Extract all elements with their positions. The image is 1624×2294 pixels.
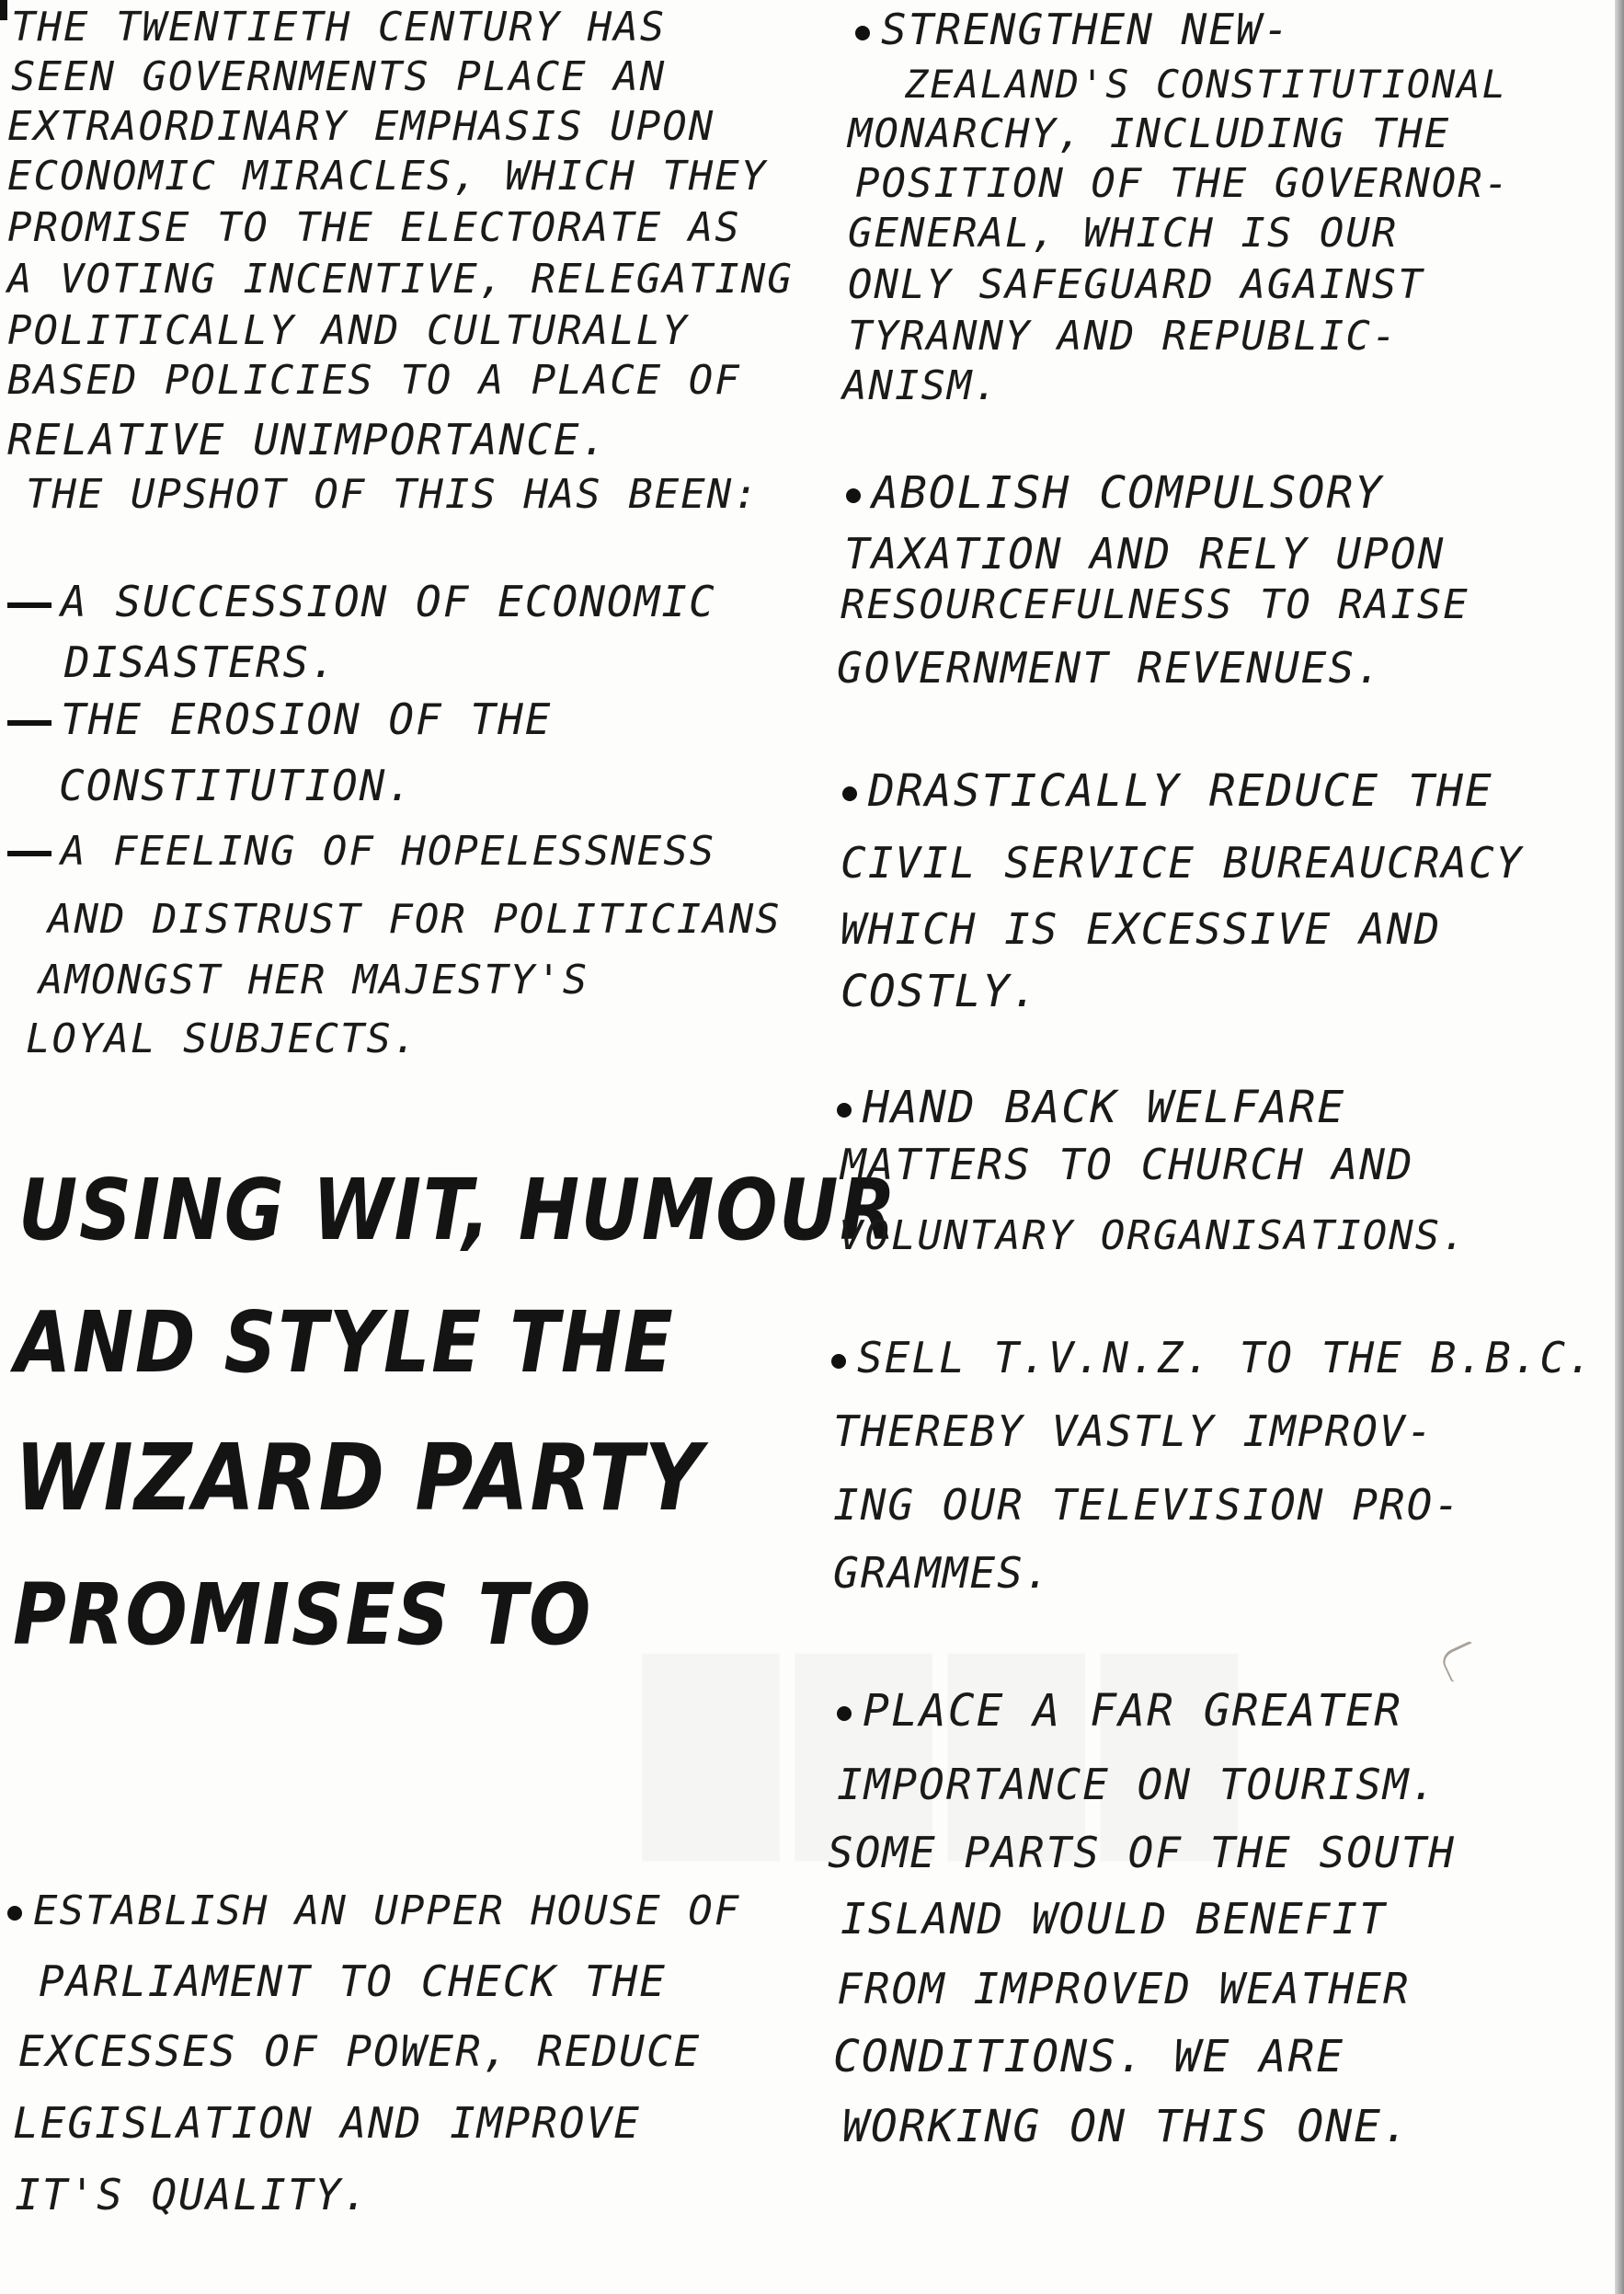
- intro-line: THE TWENTIETH CENTURY HAS: [11, 4, 667, 51]
- intro-line: POLITICALLY AND CULTURALLY: [7, 307, 689, 354]
- promise-text: TAXATION AND RELY UPON: [844, 529, 1446, 579]
- promise-text: ZEALAND'S CONSTITUTIONAL: [905, 62, 1507, 107]
- promise-text: MONARCHY, INCLUDING THE: [848, 110, 1451, 157]
- bullet-icon: [837, 1103, 852, 1118]
- promise-item: [837, 1687, 1402, 1735]
- headline-line: PROMISES TO: [13, 1566, 593, 1664]
- bullet-icon: [855, 26, 870, 40]
- bullet-icon: [846, 488, 861, 503]
- promise-text: ING OUR TELEVISION PRO-: [833, 1480, 1461, 1530]
- headline-line: USING WIT, HUMOUR: [18, 1161, 898, 1259]
- upshot-text: A SUCCESSION OF ECONOMIC: [61, 577, 716, 626]
- promise-text: PLACE A FAR GREATER: [863, 1685, 1403, 1737]
- dash-icon: [7, 851, 51, 856]
- bullet-icon: [831, 1354, 846, 1369]
- promise-text: GENERAL, WHICH IS OUR: [848, 210, 1399, 257]
- promise-text: CONDITIONS. WE ARE: [833, 2031, 1345, 2082]
- intro-line: EXTRAORDINARY EMPHASIS UPON: [7, 103, 715, 150]
- upshot-text: DISASTERS.: [64, 637, 337, 687]
- promise-text: MATTERS TO CHURCH AND: [841, 1140, 1414, 1189]
- promise-item: [7, 1887, 740, 1935]
- promise-text: POSITION OF THE GOVERNOR-: [855, 160, 1511, 207]
- upshot-text: LOYAL SUBJECTS.: [26, 1015, 419, 1062]
- bullet-icon: [842, 786, 857, 801]
- dash-icon: [7, 602, 51, 608]
- promise-text: GRAMMES.: [833, 1548, 1052, 1598]
- promise-text: SELL T.V.N.Z. TO THE B.B.C.: [857, 1333, 1595, 1382]
- upshot-item: [7, 828, 715, 876]
- scan-mark: [0, 0, 7, 20]
- promise-item: [837, 1084, 1345, 1131]
- intro-line: THE UPSHOT OF THIS HAS BEEN:: [26, 471, 760, 518]
- promise-text: THEREBY VASTLY IMPROV-: [833, 1406, 1435, 1456]
- promise-text: STRENGTHEN NEW-: [881, 5, 1291, 54]
- upshot-text: CONSTITUTION.: [59, 761, 415, 810]
- intro-line: PROMISE TO THE ELECTORATE AS: [7, 204, 741, 251]
- intro-line: SEEN GOVERNMENTS PLACE AN: [11, 53, 667, 100]
- bullet-icon: [7, 1906, 22, 1921]
- promise-text: ONLY SAFEGUARD AGAINST: [848, 261, 1424, 308]
- promise-item: [855, 6, 1290, 53]
- intro-line: ECONOMIC MIRACLES, WHICH THEY: [7, 153, 768, 200]
- promise-text: RESOURCEFULNESS TO RAISE: [841, 581, 1470, 628]
- promise-text: PARLIAMENT TO CHECK THE: [39, 1956, 667, 2006]
- promise-item: [846, 469, 1383, 517]
- promise-text: DRASTICALLY REDUCE THE: [868, 765, 1493, 817]
- promise-text: ESTABLISH AN UPPER HOUSE OF: [33, 1887, 741, 1934]
- dash-icon: [7, 720, 51, 726]
- promise-text: COSTLY.: [841, 966, 1040, 1017]
- promise-text: ABOLISH COMPULSORY: [872, 467, 1384, 519]
- promise-text: IT'S QUALITY.: [15, 2170, 371, 2219]
- page-edge-shadow: [1615, 0, 1624, 2294]
- promise-text: TYRANNY AND REPUBLIC-: [848, 313, 1399, 360]
- upshot-text: A FEELING OF HOPELESSNESS: [61, 828, 716, 875]
- upshot-text: THE EROSION OF THE: [61, 694, 553, 744]
- promise-text: LEGISLATION AND IMPROVE: [13, 2098, 641, 2148]
- ink-smudge: [1439, 1641, 1483, 1683]
- intro-line: BASED POLICIES TO A PLACE OF: [7, 357, 741, 404]
- upshot-text: AND DISTRUST FOR POLITICIANS: [48, 896, 782, 943]
- promise-text: IMPORTANCE ON TOURISM.: [837, 1760, 1438, 1809]
- promise-text: ANISM.: [842, 362, 1000, 409]
- headline-line: WIZARD PARTY: [15, 1424, 703, 1531]
- promise-text: ISLAND WOULD BENEFIT: [841, 1894, 1387, 1944]
- upshot-text: AMONGST HER MAJESTY'S: [39, 957, 589, 1004]
- promise-text: VOLUNTARY ORGANISATIONS.: [839, 1212, 1468, 1259]
- headline-line: AND STYLE THE: [15, 1293, 675, 1392]
- promise-text: FROM IMPROVED WEATHER: [837, 1964, 1411, 2013]
- promise-text: CIVIL SERVICE BUREAUCRACY: [841, 838, 1524, 888]
- promise-item: [831, 1334, 1595, 1382]
- promise-item: [842, 767, 1493, 815]
- promise-text: SOME PARTS OF THE SOUTH: [828, 1828, 1456, 1877]
- intro-line: A VOTING INCENTIVE, RELEGATING: [7, 256, 794, 303]
- promise-text: WORKING ON THIS ONE.: [842, 2101, 1411, 2152]
- promise-text: WHICH IS EXCESSIVE AND: [841, 904, 1442, 954]
- promise-text: GOVERNMENT REVENUES.: [837, 643, 1383, 693]
- upshot-item: [7, 695, 553, 743]
- bullet-icon: [837, 1706, 852, 1721]
- promise-text: HAND BACK WELFARE: [863, 1082, 1346, 1133]
- intro-line: RELATIVE UNIMPORTANCE.: [7, 415, 609, 465]
- upshot-item: [7, 578, 716, 625]
- promise-text: EXCESSES OF POWER, REDUCE: [18, 2026, 702, 2076]
